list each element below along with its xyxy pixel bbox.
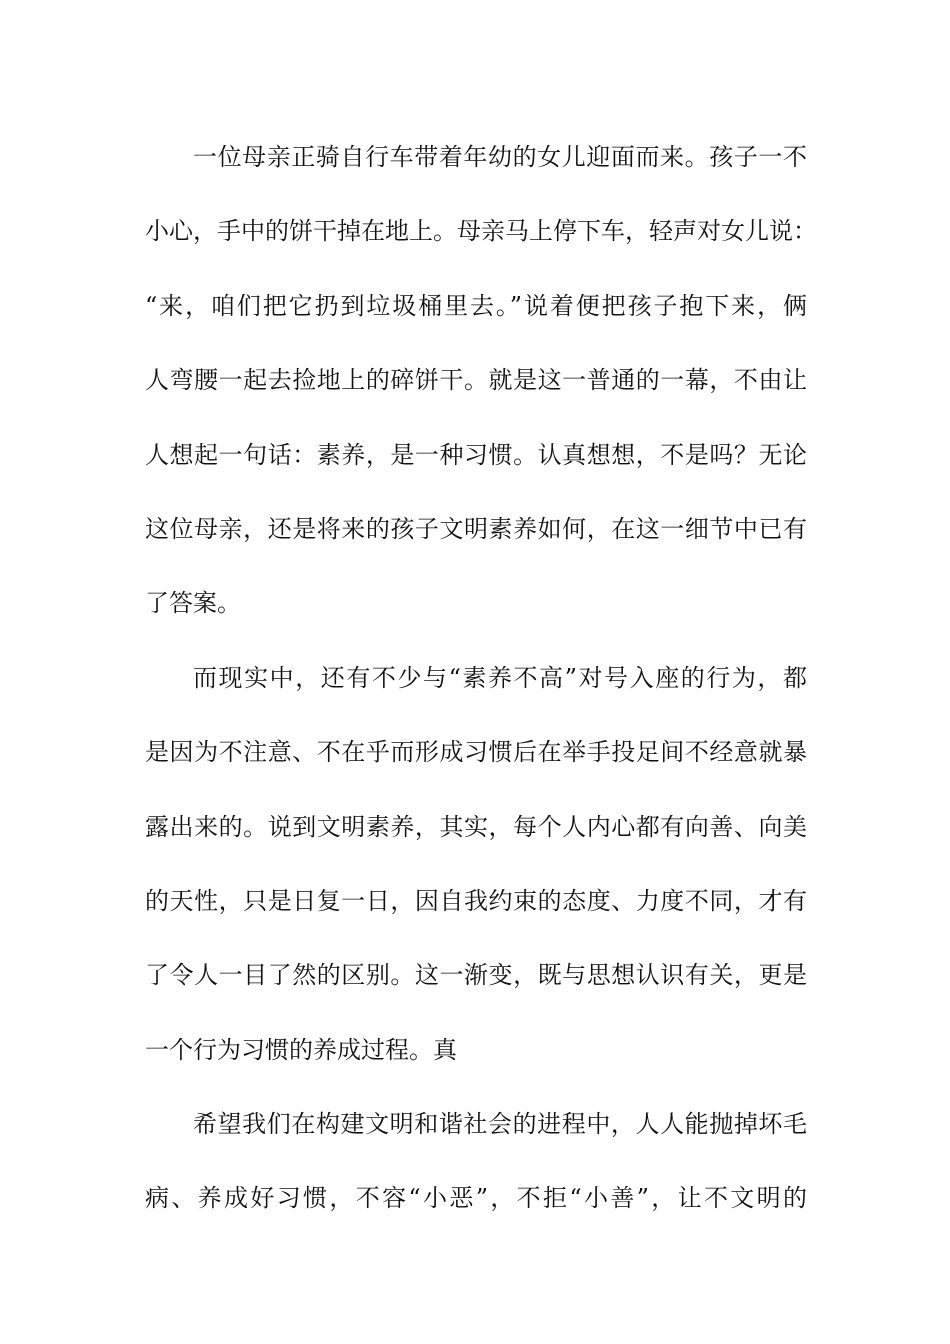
document-body — [145, 120, 817, 1236]
text-line: 而现实中，还有不少与“素养不高”对号入座的行为，都 — [193, 663, 807, 692]
text-line: 小心，手中的饼干掉在地上。母亲马上停下车，轻声对女儿说： — [145, 217, 817, 246]
paragraph-2 — [145, 641, 807, 1087]
text-line: 人弯腰一起去捡地上的碎饼干。就是这一普通的一幕，不由让 — [145, 366, 807, 395]
text-line: 人想起一句话：素养，是一种习惯。认真想想，不是吗？无论 — [145, 440, 807, 469]
text-line: 一个行为习惯的养成过程。真 — [145, 1035, 457, 1064]
text-line: 希望我们在构建文明和谐社会的进程中，人人能抛掉坏毛 — [193, 1110, 807, 1139]
text-line: “来，咱们把它扔到垃圾桶里去。”说着便把孩子抱下来，俩 — [145, 291, 807, 320]
text-line: 一位母亲正骑自行车带着年幼的女儿迎面而来。孩子一不 — [193, 143, 807, 171]
text-line: 了答案。 — [145, 589, 241, 618]
text-line: 了令人一目了然的区别。这一渐变，既与思想认识有关，更是 — [145, 961, 807, 990]
paragraph-1 — [145, 120, 817, 641]
text-line: 病、养成好习惯，不容“小恶”，不拒“小善”，让不文明的 — [145, 1184, 807, 1213]
text-line: 的天性，只是日复一日，因自我约束的态度、力度不同，才有 — [145, 886, 807, 915]
text-line: 是因为不注意、不在乎而形成习惯后在举手投足间不经意就暴 — [145, 738, 807, 767]
text-line: 这位母亲，还是将来的孩子文明素养如何，在这一细节中已有 — [145, 514, 807, 543]
text-line: 露出来的。说到文明素养，其实，每个人内心都有向善、向美 — [145, 812, 807, 841]
paragraph-3 — [145, 1087, 807, 1236]
